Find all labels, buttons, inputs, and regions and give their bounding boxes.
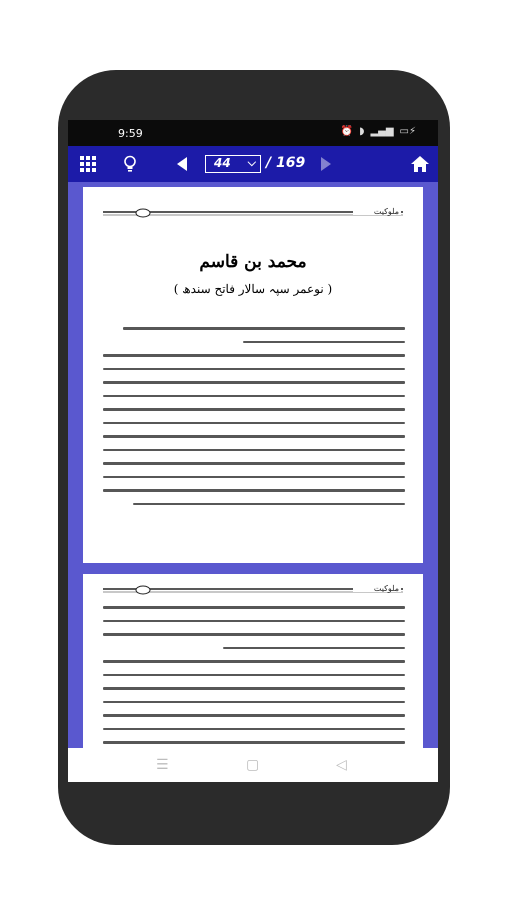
page-number-select[interactable] [205,155,261,173]
current-page-value: 44 [214,156,231,170]
book-page [83,574,423,754]
wifi-icon: ◗ [359,126,365,137]
status-time: 9:59 [118,127,143,140]
prev-page-icon[interactable] [172,154,192,174]
status-bar [68,120,438,146]
recents-button[interactable]: ☰ [156,757,169,773]
next-page-icon[interactable] [316,154,336,174]
chevron-down-icon: ⌵ [247,156,256,169]
grid-menu-icon[interactable] [78,154,98,174]
bulb-icon[interactable] [120,154,140,174]
page-header-ornament [103,205,403,219]
home-button[interactable]: ▢ [246,757,260,773]
alarm-icon: ⏰ [340,126,354,137]
chapter-title: محمد بن قاسم [199,252,307,272]
home-icon[interactable] [410,154,430,174]
chapter-subtitle: ( نوعمر سپہ سالار فاتح سندھ ) [173,282,333,296]
pdf-reader-area[interactable] [68,182,438,748]
book-page [83,187,423,563]
ornament-text: ملوکیت [373,207,399,216]
page-text-block [103,606,405,754]
back-button[interactable]: ◁ [336,757,347,773]
device-screen [68,120,438,782]
total-pages: / 169 [266,155,306,171]
status-icons [341,126,416,137]
page-header-ornament [103,582,403,596]
reader-toolbar [68,146,438,182]
signal-icon: ▂▄▆ [370,126,394,137]
page-text-block [103,327,405,516]
battery-icon: ▭⚡ [399,126,416,137]
svg-text:ملوکیت: ملوکیت [373,584,399,593]
android-nav-bar [68,748,438,782]
